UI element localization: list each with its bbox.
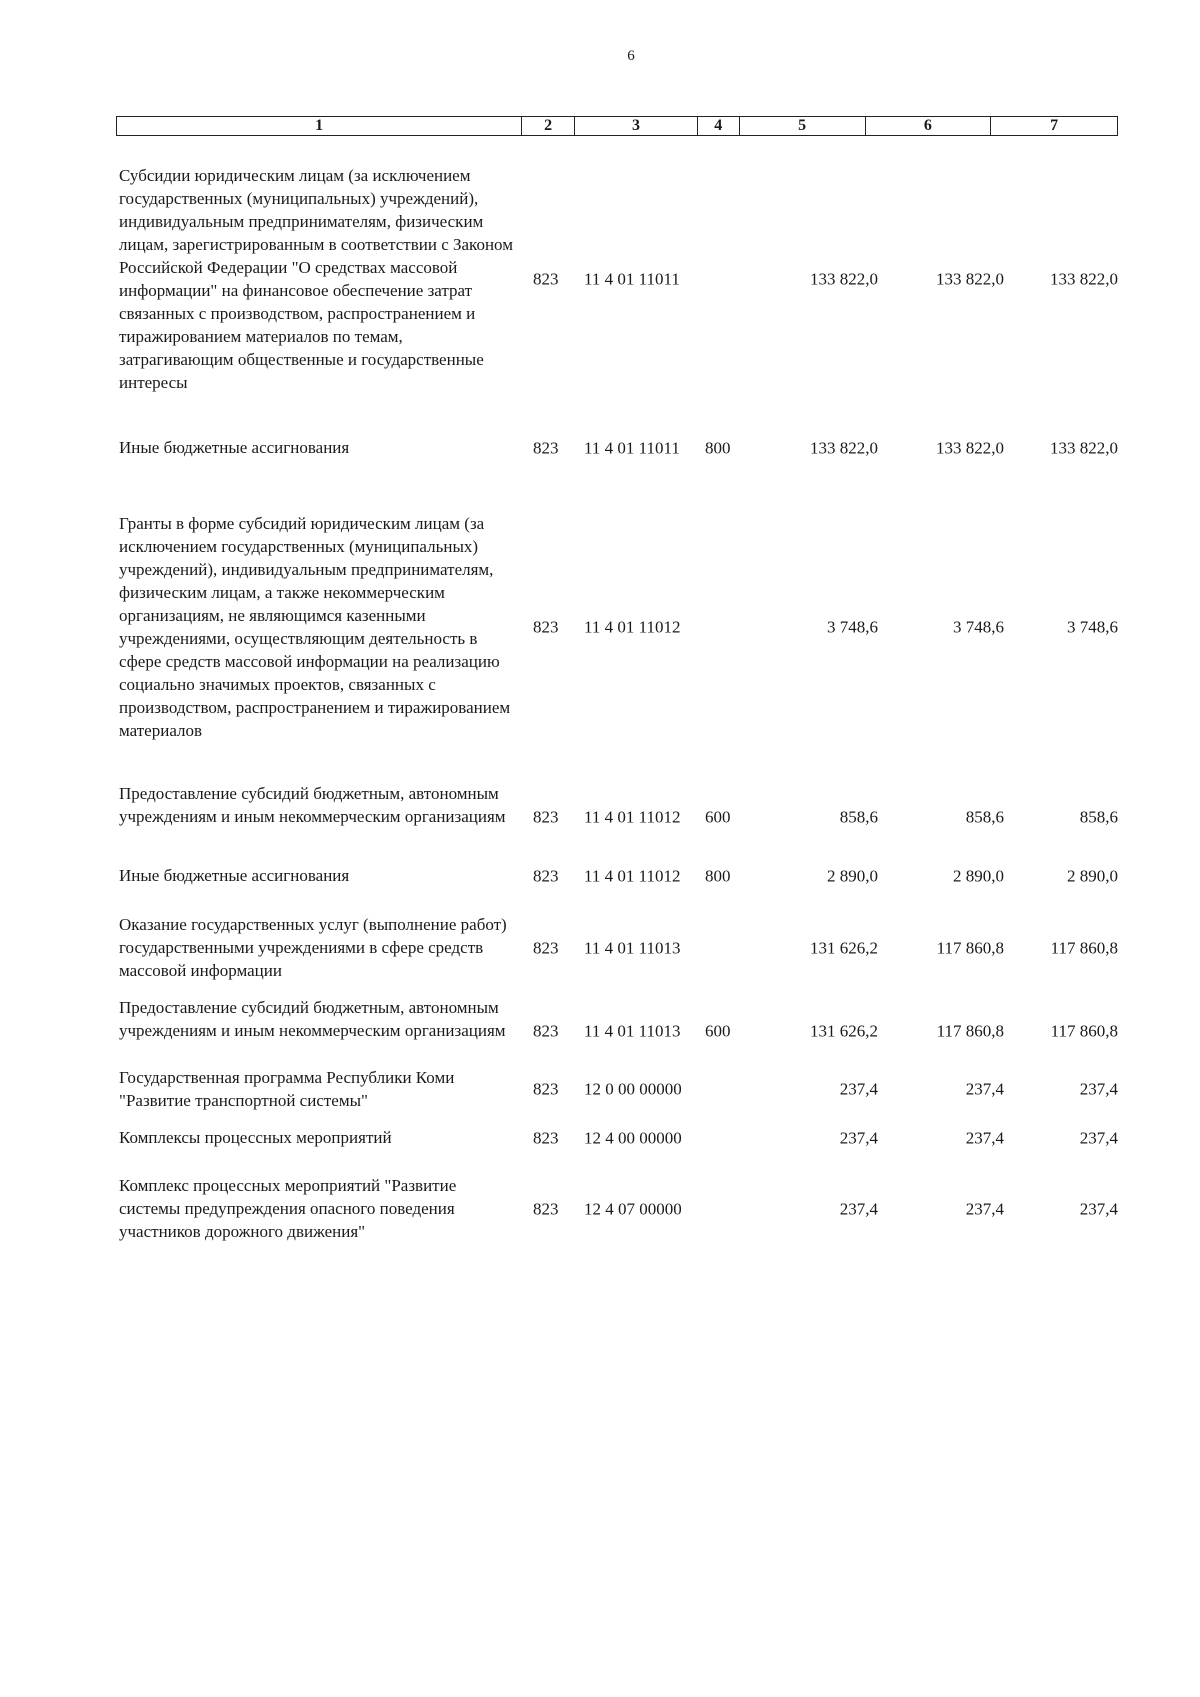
table-row [116,913,1118,982]
amount-year-2: 133 822,0 [936,269,1004,289]
amount-year-3: 133 822,0 [1050,269,1118,289]
target-article-code: 11 4 01 11012 [584,617,681,637]
amount-year-1: 237,4 [839,1079,878,1099]
ministry-code: 823 [533,1199,559,1218]
amount-year-1: 133 822,0 [810,438,878,457]
expense-type-code: 600 [705,807,731,826]
ministry-code: 823 [533,438,559,457]
amount-year-1: 131 626,2 [810,938,878,957]
expense-type-code: 800 [705,438,731,457]
row-description: Оказание государственных услуг (выполнение работ) государственными учреждениями в сфере средств массовой информации [119,915,507,980]
target-article-code: 11 4 01 11013 [584,1021,681,1040]
ministry-code: 823 [533,938,559,957]
expense-type-code: 800 [705,866,731,885]
amount-year-1: 858,6 [839,807,878,826]
amount-year-2: 133 822,0 [936,438,1004,457]
ministry-code: 823 [533,807,559,826]
row-description: Иные бюджетные ассигнования [119,866,350,885]
amount-year-1: 237,4 [839,1128,878,1147]
ministry-code: 823 [533,269,559,289]
target-article-code: 12 4 00 00000 [584,1128,682,1147]
amount-year-2: 237,4 [965,1199,1004,1218]
amount-year-2: 237,4 [965,1128,1004,1147]
amount-year-1: 2 890,0 [827,866,878,885]
row-description: Предоставление субсидий бюджетным, автономным учреждениям и иным некоммерческим организациям [119,998,506,1040]
amount-year-3: 133 822,0 [1050,438,1118,457]
row-description: Субсидии юридическим лицам (за исключением государственных (муниципальных) учреждений), индивидуальным предпринимателям, физическим лицам, зарегистрированным в соответствии с Законом Российской Федерации "О средствах массовой информации" на финансовое обеспечение затрат связанных с производством, распространением и тиражированием материалов по темам, затрагивающим общественные и государственные интересы [119,166,513,392]
target-article-code: 12 0 00 00000 [584,1079,682,1099]
table-row [116,782,1118,851]
amount-year-2: 3 748,6 [953,617,1004,637]
amount-year-2: 858,6 [965,807,1004,826]
row-description: Гранты в форме субсидий юридическим лицам (за исключением государственных (муниципальных) учреждений), индивидуальным предпринимателям, физическим лицам, а также некоммерческим организациям, не являющимся казенными учреждениями, осуществляющим деятельность в сфере средств массовой информации на реализацию социально значимых проектов, связанных с производством, распространением и тиражированием материалов [119,514,511,740]
table-row [116,164,1118,394]
amount-year-1: 237,4 [839,1199,878,1218]
ministry-code: 823 [533,1079,559,1099]
column-header-6: 6 [866,117,992,135]
target-article-code: 11 4 01 11011 [584,269,680,289]
row-description: Предоставление субсидий бюджетным, автономным учреждениям и иным некоммерческим организациям [119,784,506,826]
row-description: Комплексы процессных мероприятий [119,1128,392,1147]
amount-year-1: 131 626,2 [810,1021,878,1040]
ministry-code: 823 [533,617,559,637]
amount-year-3: 3 748,6 [1067,617,1118,637]
table-row [116,1126,1118,1149]
table-row [116,512,1118,742]
amount-year-3: 237,4 [1079,1199,1118,1218]
table-row [116,436,1118,459]
amount-year-2: 117 860,8 [936,1021,1004,1040]
amount-year-1: 133 822,0 [810,269,878,289]
amount-year-2: 2 890,0 [953,866,1004,885]
target-article-code: 11 4 01 11011 [584,438,680,457]
column-header-4: 4 [698,117,740,135]
target-article-code: 11 4 01 11012 [584,807,681,826]
target-article-code: 11 4 01 11012 [584,866,681,885]
column-header-2: 2 [522,117,575,135]
amount-year-3: 858,6 [1079,807,1118,826]
target-article-code: 11 4 01 11013 [584,938,681,957]
expense-type-code: 600 [705,1021,731,1040]
ministry-code: 823 [533,1128,559,1147]
ministry-code: 823 [533,1021,559,1040]
target-article-code: 12 4 07 00000 [584,1199,682,1218]
table-row [116,864,1118,887]
column-header-3: 3 [575,117,698,135]
amount-year-2: 237,4 [965,1079,1004,1099]
row-description: Государственная программа Республики Коми "Развитие транспортной системы" [119,1068,455,1110]
ministry-code: 823 [533,866,559,885]
table-row [116,1174,1118,1243]
amount-year-3: 117 860,8 [1050,1021,1118,1040]
table-row [116,1066,1118,1112]
amount-year-1: 3 748,6 [827,617,878,637]
amount-year-3: 2 890,0 [1067,866,1118,885]
table-header [116,116,1118,136]
amount-year-3: 237,4 [1079,1128,1118,1147]
column-header-5: 5 [740,117,866,135]
row-description: Иные бюджетные ассигнования [119,438,350,457]
page-number: 6 [627,48,635,64]
amount-year-3: 117 860,8 [1050,938,1118,957]
amount-year-3: 237,4 [1079,1079,1118,1099]
column-header-1: 1 [117,117,522,135]
table-row [116,996,1118,1065]
amount-year-2: 117 860,8 [936,938,1004,957]
row-description: Комплекс процессных мероприятий "Развитие системы предупреждения опасного поведения участников дорожного движения" [119,1176,457,1241]
column-header-7: 7 [1050,117,1059,134]
